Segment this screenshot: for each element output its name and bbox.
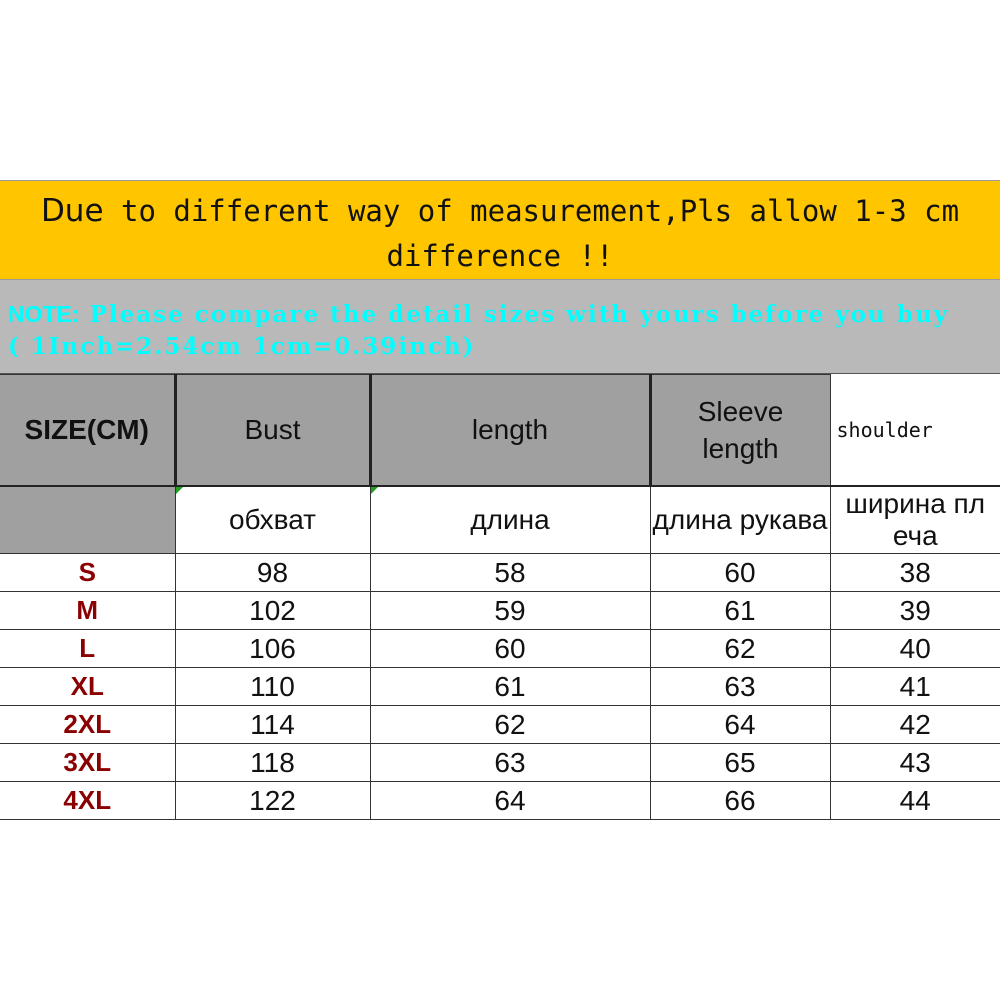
size-label: S <box>0 554 175 592</box>
bust-ru-header <box>175 486 370 554</box>
banner-lead-word: Due <box>40 193 104 229</box>
sleeve-length-value: 60 <box>650 554 830 592</box>
length-value: 60 <box>370 630 650 668</box>
sleeve-length-value: 66 <box>650 782 830 820</box>
shoulder-value: 41 <box>830 668 1000 706</box>
table-row <box>0 668 1000 706</box>
ru-header-blank <box>0 486 175 554</box>
table-row <box>0 630 1000 668</box>
note-text: Please compare the detail sizes with yours before you buy ( 1Inch=2.54cm 1cm=0.39inch) <box>8 301 949 360</box>
size-label: XL <box>0 668 175 706</box>
size-label: 4XL <box>0 782 175 820</box>
bust-value: 122 <box>175 782 370 820</box>
table-row <box>0 592 1000 630</box>
sleeve-length-header <box>650 375 830 487</box>
banner-line1: to different way of measurement,Pls allow 1-3 cm <box>103 194 960 228</box>
shoulder-value: 42 <box>830 706 1000 744</box>
banner-line2: difference !! <box>386 239 614 273</box>
shoulder-value: 44 <box>830 782 1000 820</box>
size-chart-table <box>0 374 1000 820</box>
shoulder-value: 40 <box>830 630 1000 668</box>
sleeve-ru-label: длина рукава <box>652 504 828 535</box>
length-value: 64 <box>370 782 650 820</box>
comment-marker <box>176 487 183 494</box>
comment-marker <box>371 487 378 494</box>
bust-value: 106 <box>175 630 370 668</box>
size-label: 3XL <box>0 744 175 782</box>
bust-value: 110 <box>175 668 370 706</box>
sleeve-length-label: Sleeve length <box>697 396 784 464</box>
shoulder-ru-header <box>830 486 1000 554</box>
shoulder-header: shoulder <box>830 375 1000 487</box>
bust-value: 114 <box>175 706 370 744</box>
size-label: L <box>0 630 175 668</box>
shoulder-value: 39 <box>830 592 1000 630</box>
size-label: M <box>0 592 175 630</box>
measurement-banner <box>0 180 1000 280</box>
sleeve-ru-header <box>650 486 830 554</box>
sleeve-length-value: 63 <box>650 668 830 706</box>
length-value: 63 <box>370 744 650 782</box>
table-row <box>0 744 1000 782</box>
length-ru-label: длина <box>470 504 550 535</box>
shoulder-value: 43 <box>830 744 1000 782</box>
length-value: 58 <box>370 554 650 592</box>
length-ru-header <box>370 486 650 554</box>
bust-value: 118 <box>175 744 370 782</box>
bust-value: 98 <box>175 554 370 592</box>
length-value: 62 <box>370 706 650 744</box>
length-header: length <box>370 375 650 487</box>
size-label: 2XL <box>0 706 175 744</box>
note-box <box>0 280 1000 374</box>
note-label: NOTE: <box>8 301 80 327</box>
length-value: 59 <box>370 592 650 630</box>
sleeve-length-value: 62 <box>650 630 830 668</box>
size-rows <box>0 554 1000 820</box>
bust-ru-label: обхват <box>228 504 317 535</box>
sleeve-length-value: 65 <box>650 744 830 782</box>
bust-header: Bust <box>175 375 370 487</box>
header-row-ru <box>0 486 1000 554</box>
bust-value: 102 <box>175 592 370 630</box>
table-row <box>0 706 1000 744</box>
length-value: 61 <box>370 668 650 706</box>
table-row <box>0 782 1000 820</box>
sleeve-length-value: 64 <box>650 706 830 744</box>
size-column-header: SIZE(CM) <box>0 375 175 487</box>
header-row-en <box>0 375 1000 487</box>
table-row <box>0 554 1000 592</box>
shoulder-value: 38 <box>830 554 1000 592</box>
shoulder-ru-label: ширина плеча <box>845 488 986 551</box>
sleeve-length-value: 61 <box>650 592 830 630</box>
